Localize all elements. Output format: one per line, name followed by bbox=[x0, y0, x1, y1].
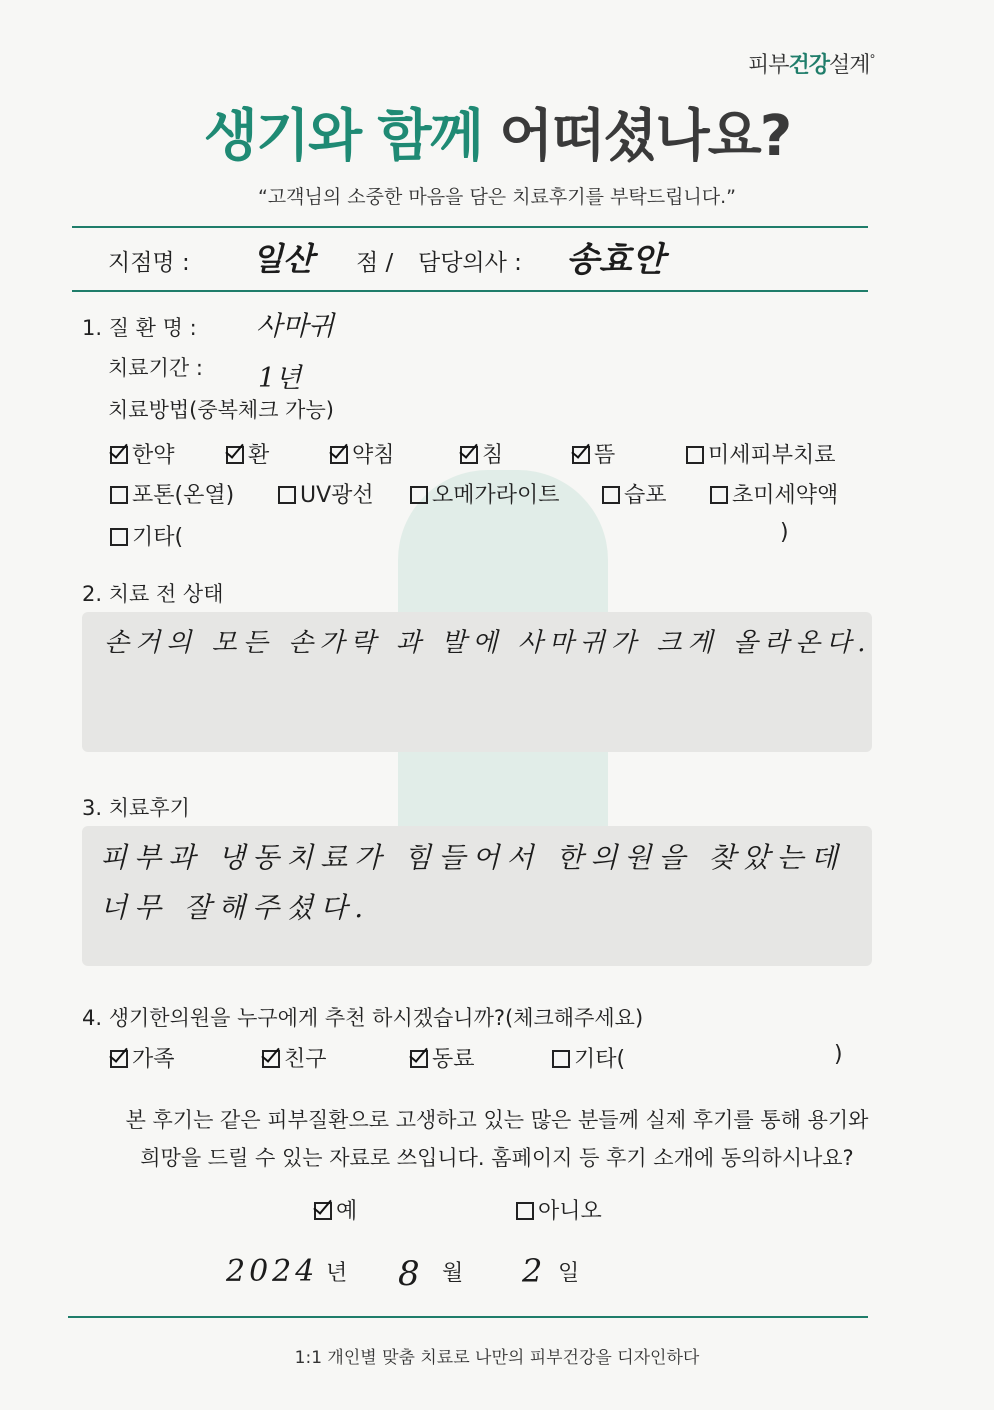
option-moxibustion[interactable] bbox=[572, 438, 615, 469]
branch-label: 지점명 : bbox=[108, 250, 190, 276]
option-label: 동료 bbox=[432, 1047, 475, 1072]
brand-post: 설계 bbox=[829, 53, 870, 78]
option-label: 뜸 bbox=[594, 443, 616, 468]
date-day[interactable]: 2 bbox=[522, 1252, 543, 1290]
date-year-unit: 년 bbox=[326, 1261, 348, 1286]
option-pill[interactable] bbox=[226, 438, 269, 469]
section4-label: 4. 생기한의원을 누구에게 추천 하시겠습니까?(체크해주세요) bbox=[82, 1006, 644, 1030]
checkbox-unchecked[interactable] bbox=[552, 1050, 570, 1068]
checkbox-checked[interactable] bbox=[330, 446, 348, 464]
checkbox-unchecked[interactable] bbox=[110, 486, 128, 504]
option-compress[interactable] bbox=[602, 478, 667, 509]
pre-treatment-box[interactable] bbox=[82, 612, 872, 752]
option-ultrafine-solution[interactable] bbox=[710, 478, 838, 509]
disease-value[interactable]: 사마귀 bbox=[256, 311, 335, 342]
date-month[interactable]: 8 bbox=[398, 1254, 420, 1294]
page-title bbox=[0, 92, 994, 172]
branch-suffix: 점 / bbox=[356, 250, 394, 276]
recommend-other[interactable] bbox=[552, 1042, 625, 1073]
option-micro-skin-care[interactable] bbox=[686, 438, 836, 469]
checkbox-checked[interactable] bbox=[110, 446, 128, 464]
consent-line-1: 본 후기는 같은 피부질환으로 고생하고 있는 많은 분들께 실제 후기를 통해 용기와 bbox=[125, 1108, 869, 1132]
doctor-label: 담당의사 : bbox=[418, 250, 522, 276]
checkbox-unchecked[interactable] bbox=[410, 486, 428, 504]
date-month-unit: 월 bbox=[442, 1261, 464, 1286]
option-label: UV광선 bbox=[300, 483, 374, 508]
checkbox-unchecked[interactable] bbox=[686, 446, 704, 464]
disease-label: 1. 질 환 명 : bbox=[82, 316, 197, 340]
option-label: 가족 bbox=[132, 1047, 175, 1072]
recommend-colleague[interactable] bbox=[410, 1042, 475, 1073]
checkbox-checked[interactable] bbox=[460, 446, 478, 464]
method-label: 치료방법(중복체크 가능) bbox=[108, 398, 334, 422]
checkbox-unchecked[interactable] bbox=[516, 1202, 534, 1220]
brand-pre: 피부 bbox=[748, 53, 789, 78]
consent-no[interactable] bbox=[516, 1194, 602, 1225]
review-line-2: 너무 잘해주셨다. bbox=[100, 891, 371, 924]
option-label: 오메가라이트 bbox=[432, 483, 560, 508]
period-value[interactable]: 1년 bbox=[258, 363, 302, 394]
option-other[interactable] bbox=[110, 520, 183, 551]
option-label: 예 bbox=[336, 1199, 358, 1224]
checkbox-checked[interactable] bbox=[572, 446, 590, 464]
date-year[interactable]: 2024 bbox=[226, 1254, 319, 1289]
checkbox-unchecked[interactable] bbox=[110, 528, 128, 546]
option-pharmacopuncture[interactable] bbox=[330, 438, 395, 469]
footer-slogan: 1:1 개인별 맞춤 치료로 나만의 피부건강을 디자인하다 bbox=[294, 1348, 700, 1368]
option-label: 약침 bbox=[352, 443, 395, 468]
header-top-rule bbox=[72, 226, 868, 228]
option-label: 아니오 bbox=[538, 1199, 602, 1224]
branch-value[interactable]: 일산 bbox=[252, 240, 314, 278]
consent-line-2: 희망을 드릴 수 있는 자료로 쓰입니다. 홈페이지 등 후기 소개에 동의하시나요? bbox=[140, 1146, 854, 1170]
checkbox-checked[interactable] bbox=[410, 1050, 428, 1068]
option-label: 기타( bbox=[132, 525, 184, 550]
option-uv-light[interactable] bbox=[278, 478, 374, 509]
recommend-close-paren: ) bbox=[834, 1042, 843, 1067]
option-acupuncture[interactable] bbox=[460, 438, 503, 469]
brand-mark: ° bbox=[869, 52, 875, 67]
footer-rule bbox=[68, 1316, 868, 1318]
checkbox-checked[interactable] bbox=[314, 1202, 332, 1220]
period-label: 치료기간 : bbox=[108, 356, 203, 380]
pre-treatment-text: 손거의 모든 손가락 과 발에 사마귀가 크게 올라온다. bbox=[104, 628, 872, 658]
header-bottom-rule bbox=[72, 290, 868, 292]
other-close-paren: ) bbox=[780, 520, 789, 545]
section3-label: 3. 치료후기 bbox=[82, 796, 190, 820]
option-label: 기타( bbox=[574, 1047, 626, 1072]
checkbox-checked[interactable] bbox=[110, 1050, 128, 1068]
option-label: 초미세약액 bbox=[732, 483, 839, 508]
brand-logo bbox=[748, 48, 875, 79]
option-label: 한약 bbox=[132, 443, 175, 468]
option-omega-light[interactable] bbox=[410, 478, 560, 509]
option-label: 환 bbox=[248, 443, 270, 468]
option-label: 습포 bbox=[624, 483, 667, 508]
title-dark: 어떠셨나요? bbox=[499, 104, 791, 169]
option-herbal-medicine[interactable] bbox=[110, 438, 175, 469]
checkbox-checked[interactable] bbox=[226, 446, 244, 464]
recommend-family[interactable] bbox=[110, 1042, 175, 1073]
date-day-unit: 일 bbox=[558, 1261, 580, 1286]
review-box[interactable] bbox=[82, 826, 872, 966]
section2-label: 2. 치료 전 상태 bbox=[82, 582, 224, 606]
title-green: 생기와 함께 bbox=[203, 104, 482, 169]
checkbox-checked[interactable] bbox=[262, 1050, 280, 1068]
doctor-value[interactable]: 송효안 bbox=[566, 240, 665, 280]
recommend-friend[interactable] bbox=[262, 1042, 327, 1073]
option-label: 침 bbox=[482, 443, 504, 468]
page-subtitle: “고객님의 소중한 마음을 담은 치료후기를 부탁드립니다.” bbox=[257, 186, 737, 208]
consent-yes[interactable] bbox=[314, 1194, 357, 1225]
option-label: 미세피부치료 bbox=[708, 443, 836, 468]
option-label: 포톤(온열) bbox=[132, 483, 235, 508]
checkbox-unchecked[interactable] bbox=[710, 486, 728, 504]
checkbox-unchecked[interactable] bbox=[602, 486, 620, 504]
checkbox-unchecked[interactable] bbox=[278, 486, 296, 504]
option-label: 친구 bbox=[284, 1047, 327, 1072]
review-line-1: 피부과 냉동치료가 힘들어서 한의원을 찾았는데 bbox=[100, 841, 845, 874]
brand-strong: 건강 bbox=[788, 53, 830, 78]
option-photon[interactable] bbox=[110, 478, 234, 509]
